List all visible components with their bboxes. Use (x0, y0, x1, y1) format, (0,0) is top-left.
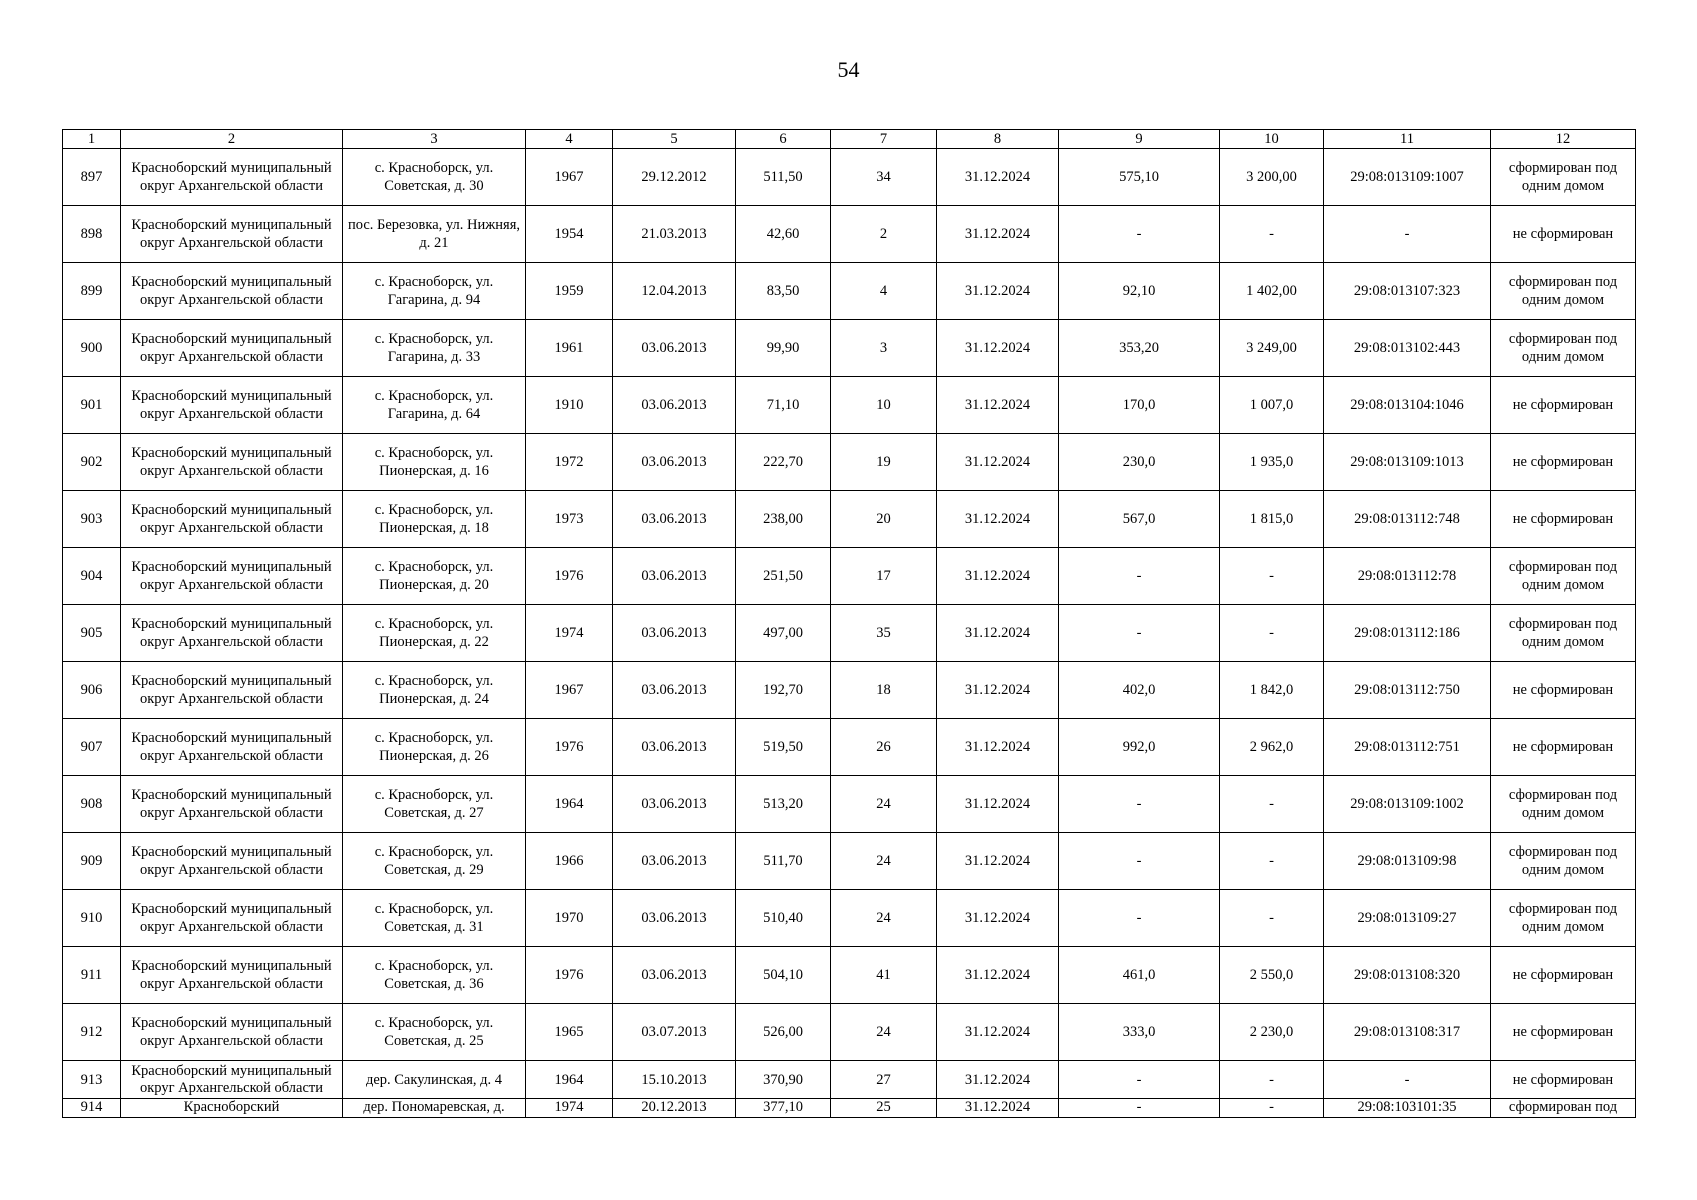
cell-land-status: сформирован под одним домом (1491, 776, 1636, 833)
cell-land-area: 333,0 (1059, 1004, 1220, 1061)
cell-owner: Красноборский муниципальный округ Архангельской области (121, 776, 343, 833)
cell-residents: 24 (831, 1004, 937, 1061)
cell-owner: Красноборский муниципальный округ Архангельской области (121, 320, 343, 377)
cell-cadastral-value: 1 935,0 (1220, 434, 1324, 491)
cell-land-area: 353,20 (1059, 320, 1220, 377)
cell-address: дер. Пономаревская, д. (343, 1099, 526, 1118)
cell-number: 898 (63, 206, 121, 263)
cell-cadastral-number: 29:08:013108:320 (1324, 947, 1491, 1004)
cell-number: 903 (63, 491, 121, 548)
cell-date: 03.06.2013 (613, 719, 736, 776)
cell-owner: Красноборский муниципальный округ Архангельской области (121, 719, 343, 776)
cell-address: с. Красноборск, ул. Советская, д. 30 (343, 149, 526, 206)
table-row (63, 719, 1636, 776)
cell-deadline: 31.12.2024 (937, 491, 1059, 548)
cell-owner: Красноборский муниципальный округ Архангельской области (121, 434, 343, 491)
column-number: 6 (736, 130, 831, 149)
cell-land-area: - (1059, 1099, 1220, 1118)
cell-address: с. Красноборск, ул. Пионерская, д. 26 (343, 719, 526, 776)
cell-area: 519,50 (736, 719, 831, 776)
cell-cadastral-value: 3 200,00 (1220, 149, 1324, 206)
cell-address: с. Красноборск, ул. Советская, д. 25 (343, 1004, 526, 1061)
cell-deadline: 31.12.2024 (937, 605, 1059, 662)
cell-area: 526,00 (736, 1004, 831, 1061)
cell-owner: Красноборский муниципальный округ Архангельской области (121, 1061, 343, 1099)
table-row (63, 377, 1636, 434)
cell-area: 511,70 (736, 833, 831, 890)
cell-cadastral-value: 1 842,0 (1220, 662, 1324, 719)
cell-cadastral-value: 3 249,00 (1220, 320, 1324, 377)
cell-land-status: сформирован под одним домом (1491, 320, 1636, 377)
cell-land-area: - (1059, 1061, 1220, 1099)
cell-owner: Красноборский муниципальный округ Архангельской области (121, 833, 343, 890)
cell-address: дер. Сакулинская, д. 4 (343, 1061, 526, 1099)
cell-land-status: не сформирован (1491, 662, 1636, 719)
cell-residents: 35 (831, 605, 937, 662)
cell-residents: 26 (831, 719, 937, 776)
cell-residents: 2 (831, 206, 937, 263)
cell-cadastral-value: 1 815,0 (1220, 491, 1324, 548)
cell-deadline: 31.12.2024 (937, 719, 1059, 776)
table-row (63, 320, 1636, 377)
cell-address: с. Красноборск, ул. Пионерская, д. 18 (343, 491, 526, 548)
cell-cadastral-number: 29:08:013109:98 (1324, 833, 1491, 890)
cell-deadline: 31.12.2024 (937, 320, 1059, 377)
cell-cadastral-number: 29:08:013112:78 (1324, 548, 1491, 605)
cell-year: 1974 (526, 605, 613, 662)
cell-number: 901 (63, 377, 121, 434)
cell-area: 511,50 (736, 149, 831, 206)
cell-land-area: - (1059, 833, 1220, 890)
cell-residents: 24 (831, 776, 937, 833)
cell-owner: Красноборский муниципальный округ Архангельской области (121, 947, 343, 1004)
cell-date: 15.10.2013 (613, 1061, 736, 1099)
page-number: 54 (837, 57, 860, 82)
cell-number: 912 (63, 1004, 121, 1061)
cell-land-area: 567,0 (1059, 491, 1220, 548)
cell-address: пос. Березовка, ул. Нижняя, д. 21 (343, 206, 526, 263)
cell-year: 1910 (526, 377, 613, 434)
cell-cadastral-number: 29:08:013104:1046 (1324, 377, 1491, 434)
cell-residents: 4 (831, 263, 937, 320)
table-row (63, 833, 1636, 890)
cell-date: 03.06.2013 (613, 947, 736, 1004)
cell-owner: Красноборский муниципальный округ Архангельской области (121, 377, 343, 434)
cell-cadastral-number: 29:08:013108:317 (1324, 1004, 1491, 1061)
cell-owner: Красноборский муниципальный округ Архангельской области (121, 1004, 343, 1061)
cell-area: 222,70 (736, 434, 831, 491)
cell-cadastral-number: 29:08:013112:750 (1324, 662, 1491, 719)
cell-year: 1976 (526, 548, 613, 605)
cell-number: 899 (63, 263, 121, 320)
column-number: 8 (937, 130, 1059, 149)
cell-cadastral-value: - (1220, 605, 1324, 662)
cell-area: 497,00 (736, 605, 831, 662)
cell-owner: Красноборский муниципальный округ Архангельской области (121, 149, 343, 206)
cell-cadastral-number: 29:08:013109:1013 (1324, 434, 1491, 491)
cell-cadastral-number: - (1324, 1061, 1491, 1099)
column-number-header (63, 130, 1636, 149)
cell-cadastral-number: 29:08:013102:443 (1324, 320, 1491, 377)
cell-date: 03.06.2013 (613, 833, 736, 890)
table-row (63, 776, 1636, 833)
cell-year: 1964 (526, 776, 613, 833)
cell-deadline: 31.12.2024 (937, 434, 1059, 491)
table-row (63, 662, 1636, 719)
cell-area: 513,20 (736, 776, 831, 833)
cell-year: 1967 (526, 149, 613, 206)
column-number: 4 (526, 130, 613, 149)
cell-cadastral-number: 29:08:013109:27 (1324, 890, 1491, 947)
cell-land-status: не сформирован (1491, 377, 1636, 434)
cell-address: с. Красноборск, ул. Советская, д. 36 (343, 947, 526, 1004)
cell-area: 238,00 (736, 491, 831, 548)
cell-land-area: - (1059, 605, 1220, 662)
table-row (63, 548, 1636, 605)
cell-area: 510,40 (736, 890, 831, 947)
cell-owner: Красноборский муниципальный округ Архангельской области (121, 491, 343, 548)
table-row (63, 491, 1636, 548)
cell-cadastral-number: 29:08:013112:751 (1324, 719, 1491, 776)
cell-cadastral-value: - (1220, 1099, 1324, 1118)
table-body (63, 149, 1636, 1118)
cell-date: 29.12.2012 (613, 149, 736, 206)
cell-date: 03.06.2013 (613, 377, 736, 434)
cell-residents: 25 (831, 1099, 937, 1118)
cell-land-area: 92,10 (1059, 263, 1220, 320)
cell-land-area: - (1059, 548, 1220, 605)
cell-year: 1966 (526, 833, 613, 890)
cell-cadastral-value: - (1220, 890, 1324, 947)
cell-number: 908 (63, 776, 121, 833)
cell-residents: 18 (831, 662, 937, 719)
cell-number: 914 (63, 1099, 121, 1118)
cell-address: с. Красноборск, ул. Советская, д. 31 (343, 890, 526, 947)
cell-residents: 10 (831, 377, 937, 434)
cell-date: 20.12.2013 (613, 1099, 736, 1118)
cell-owner: Красноборский муниципальный округ Архангельской области (121, 548, 343, 605)
cell-land-area: - (1059, 776, 1220, 833)
cell-number: 913 (63, 1061, 121, 1099)
cell-land-area: 992,0 (1059, 719, 1220, 776)
cell-owner: Красноборский муниципальный округ Архангельской области (121, 206, 343, 263)
cell-land-status: не сформирован (1491, 947, 1636, 1004)
housing-registry-table (62, 129, 1636, 1118)
cell-land-status: сформирован под одним домом (1491, 548, 1636, 605)
cell-land-area: 461,0 (1059, 947, 1220, 1004)
table-row (63, 434, 1636, 491)
cell-address: с. Красноборск, ул. Гагарина, д. 33 (343, 320, 526, 377)
cell-cadastral-value: - (1220, 1061, 1324, 1099)
cell-land-area: - (1059, 890, 1220, 947)
cell-number: 909 (63, 833, 121, 890)
cell-residents: 27 (831, 1061, 937, 1099)
cell-year: 1972 (526, 434, 613, 491)
cell-year: 1967 (526, 662, 613, 719)
cell-date: 03.06.2013 (613, 434, 736, 491)
cell-cadastral-number: 29:08:013112:186 (1324, 605, 1491, 662)
cell-year: 1974 (526, 1099, 613, 1118)
cell-residents: 19 (831, 434, 937, 491)
cell-cadastral-value: - (1220, 833, 1324, 890)
cell-area: 42,60 (736, 206, 831, 263)
cell-year: 1976 (526, 947, 613, 1004)
cell-deadline: 31.12.2024 (937, 206, 1059, 263)
table-row (63, 1061, 1636, 1099)
cell-year: 1970 (526, 890, 613, 947)
cell-date: 03.06.2013 (613, 662, 736, 719)
cell-cadastral-value: 2 962,0 (1220, 719, 1324, 776)
cell-cadastral-value: 1 402,00 (1220, 263, 1324, 320)
cell-date: 03.06.2013 (613, 890, 736, 947)
cell-area: 370,90 (736, 1061, 831, 1099)
cell-area: 83,50 (736, 263, 831, 320)
column-number: 5 (613, 130, 736, 149)
cell-number: 907 (63, 719, 121, 776)
cell-owner: Красноборский муниципальный округ Архангельской области (121, 890, 343, 947)
cell-year: 1954 (526, 206, 613, 263)
cell-land-area: - (1059, 206, 1220, 263)
cell-number: 900 (63, 320, 121, 377)
cell-date: 03.06.2013 (613, 320, 736, 377)
cell-land-status: не сформирован (1491, 1004, 1636, 1061)
cell-deadline: 31.12.2024 (937, 1099, 1059, 1118)
cell-address: с. Красноборск, ул. Пионерская, д. 24 (343, 662, 526, 719)
column-number: 12 (1491, 130, 1636, 149)
table-row (63, 1099, 1636, 1118)
cell-deadline: 31.12.2024 (937, 947, 1059, 1004)
cell-number: 902 (63, 434, 121, 491)
cell-land-status: сформирован под одним домом (1491, 890, 1636, 947)
table-row (63, 947, 1636, 1004)
cell-date: 03.07.2013 (613, 1004, 736, 1061)
cell-date: 03.06.2013 (613, 491, 736, 548)
cell-residents: 3 (831, 320, 937, 377)
cell-date: 03.06.2013 (613, 605, 736, 662)
cell-year: 1965 (526, 1004, 613, 1061)
cell-year: 1961 (526, 320, 613, 377)
table-row (63, 605, 1636, 662)
cell-cadastral-number: 29:08:103101:35 (1324, 1099, 1491, 1118)
table-row (63, 149, 1636, 206)
column-number: 9 (1059, 130, 1220, 149)
cell-address: с. Красноборск, ул. Советская, д. 29 (343, 833, 526, 890)
cell-number: 897 (63, 149, 121, 206)
cell-land-status: не сформирован (1491, 491, 1636, 548)
cell-land-area: 170,0 (1059, 377, 1220, 434)
cell-area: 251,50 (736, 548, 831, 605)
cell-date: 12.04.2013 (613, 263, 736, 320)
cell-residents: 41 (831, 947, 937, 1004)
cell-cadastral-value: - (1220, 206, 1324, 263)
column-number: 10 (1220, 130, 1324, 149)
cell-land-status: не сформирован (1491, 206, 1636, 263)
cell-number: 906 (63, 662, 121, 719)
cell-year: 1973 (526, 491, 613, 548)
cell-area: 377,10 (736, 1099, 831, 1118)
cell-land-status: не сформирован (1491, 719, 1636, 776)
cell-deadline: 31.12.2024 (937, 548, 1059, 605)
cell-land-status: сформирован под одним домом (1491, 605, 1636, 662)
cell-address: с. Красноборск, ул. Гагарина, д. 64 (343, 377, 526, 434)
cell-owner: Красноборский муниципальный округ Архангельской области (121, 263, 343, 320)
table-row (63, 263, 1636, 320)
cell-deadline: 31.12.2024 (937, 149, 1059, 206)
cell-date: 03.06.2013 (613, 548, 736, 605)
cell-date: 03.06.2013 (613, 776, 736, 833)
cell-address: с. Красноборск, ул. Пионерская, д. 20 (343, 548, 526, 605)
column-number: 7 (831, 130, 937, 149)
cell-deadline: 31.12.2024 (937, 833, 1059, 890)
cell-number: 904 (63, 548, 121, 605)
cell-cadastral-value: 2 230,0 (1220, 1004, 1324, 1061)
cell-number: 905 (63, 605, 121, 662)
table-row (63, 206, 1636, 263)
column-number: 3 (343, 130, 526, 149)
cell-owner: Красноборский муниципальный округ Архангельской области (121, 662, 343, 719)
cell-cadastral-number: 29:08:013109:1007 (1324, 149, 1491, 206)
cell-land-status: сформирован под (1491, 1099, 1636, 1118)
cell-land-area: 230,0 (1059, 434, 1220, 491)
cell-address: с. Красноборск, ул. Пионерская, д. 16 (343, 434, 526, 491)
cell-deadline: 31.12.2024 (937, 1004, 1059, 1061)
cell-land-status: сформирован под одним домом (1491, 833, 1636, 890)
cell-land-area: 402,0 (1059, 662, 1220, 719)
cell-land-status: не сформирован (1491, 434, 1636, 491)
cell-deadline: 31.12.2024 (937, 662, 1059, 719)
cell-cadastral-number: 29:08:013109:1002 (1324, 776, 1491, 833)
cell-year: 1964 (526, 1061, 613, 1099)
cell-date: 21.03.2013 (613, 206, 736, 263)
column-number: 11 (1324, 130, 1491, 149)
cell-address: с. Красноборск, ул. Гагарина, д. 94 (343, 263, 526, 320)
cell-owner: Красноборский муниципальный округ Архангельской области (121, 605, 343, 662)
cell-land-area: 575,10 (1059, 149, 1220, 206)
header-row (63, 130, 1636, 149)
table-row (63, 1004, 1636, 1061)
cell-residents: 17 (831, 548, 937, 605)
cell-cadastral-number: 29:08:013112:748 (1324, 491, 1491, 548)
cell-area: 192,70 (736, 662, 831, 719)
cell-address: с. Красноборск, ул. Советская, д. 27 (343, 776, 526, 833)
table-row (63, 890, 1636, 947)
cell-year: 1976 (526, 719, 613, 776)
cell-cadastral-number: - (1324, 206, 1491, 263)
cell-land-status: сформирован под одним домом (1491, 149, 1636, 206)
cell-residents: 24 (831, 890, 937, 947)
cell-cadastral-number: 29:08:013107:323 (1324, 263, 1491, 320)
cell-address: с. Красноборск, ул. Пионерская, д. 22 (343, 605, 526, 662)
cell-cadastral-value: 2 550,0 (1220, 947, 1324, 1004)
column-number: 2 (121, 130, 343, 149)
cell-area: 504,10 (736, 947, 831, 1004)
cell-deadline: 31.12.2024 (937, 263, 1059, 320)
cell-deadline: 31.12.2024 (937, 890, 1059, 947)
cell-cadastral-value: - (1220, 776, 1324, 833)
cell-deadline: 31.12.2024 (937, 776, 1059, 833)
cell-residents: 20 (831, 491, 937, 548)
cell-area: 71,10 (736, 377, 831, 434)
cell-land-status: не сформирован (1491, 1061, 1636, 1099)
column-number: 1 (63, 130, 121, 149)
cell-cadastral-value: - (1220, 548, 1324, 605)
cell-deadline: 31.12.2024 (937, 1061, 1059, 1099)
cell-area: 99,90 (736, 320, 831, 377)
cell-land-status: сформирован под одним домом (1491, 263, 1636, 320)
cell-residents: 24 (831, 833, 937, 890)
cell-number: 911 (63, 947, 121, 1004)
cell-number: 910 (63, 890, 121, 947)
cell-owner: Красноборский (121, 1099, 343, 1118)
cell-cadastral-value: 1 007,0 (1220, 377, 1324, 434)
cell-deadline: 31.12.2024 (937, 377, 1059, 434)
cell-residents: 34 (831, 149, 937, 206)
cell-year: 1959 (526, 263, 613, 320)
